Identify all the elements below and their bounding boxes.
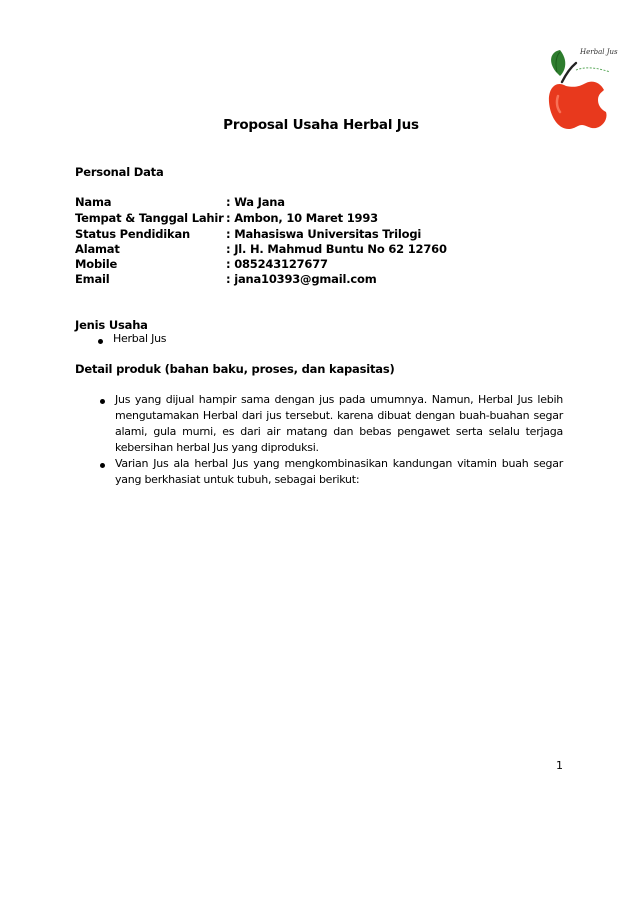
logo-text: Herbal Jus: [580, 48, 618, 56]
bullet-icon: [100, 399, 105, 404]
jenis-usaha-heading: Jenis Usaha: [75, 318, 148, 332]
detail-produk-heading: Detail produk (bahan baku, proses, dan kapasitas): [75, 362, 395, 376]
list-item: Jus yang dijual hampir sama dengan jus pada umumnya. Namun, Herbal Jus lebih mengutamakan Herbal dari jus tersebut. karena dibuat dengan buah-buahan segar alami, gula murni, es dari air matang dan bebas pengawet serta selalu terjaga kebersihan herbal Jus yang diproduksi.: [115, 393, 563, 454]
field-label: Mobile: [75, 257, 118, 271]
list-item: Herbal Jus: [113, 332, 167, 345]
field-value: : Ambon, 10 Maret 1993: [226, 211, 378, 225]
field-value: : Wa Jana: [226, 195, 285, 209]
field-label: Nama: [75, 195, 112, 209]
bullet-icon: [98, 339, 103, 344]
field-label: Tempat & Tanggal Lahir: [75, 211, 224, 225]
page-title: Proposal Usaha Herbal Jus: [223, 117, 419, 133]
field-value: : jana10393@gmail.com: [226, 272, 377, 286]
field-label: Email: [75, 272, 110, 286]
field-value: : Mahasiswa Universitas Trilogi: [226, 227, 422, 241]
field-label: Status Pendidikan: [75, 227, 191, 241]
field-value: : Jl. H. Mahmud Buntu No 62 12760: [226, 242, 447, 256]
personal-data-heading: Personal Data: [75, 165, 164, 179]
bullet-icon: [100, 463, 105, 468]
list-item: Varian Jus ala herbal Jus yang mengkombinasikan kandungan vitamin buah segar yang berkhasiat untuk tubuh, sebagai berikut:: [115, 457, 563, 486]
field-label: Alamat: [75, 242, 120, 256]
page-number: 1: [556, 759, 563, 772]
field-value: : 085243127677: [226, 257, 328, 271]
